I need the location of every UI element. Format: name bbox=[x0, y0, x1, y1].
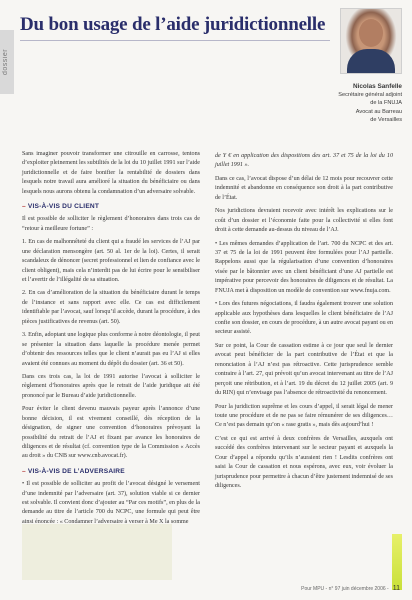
paragraph: Sur ce point, la Cour de cassation estime à ce jour que seul le dernier avocat peut bénéficier de la part contributive de l’État et que la renonciation à l’AJ n’est pas rétroactive. Cette jurisprudence semble contraire à l’art. 27, qui prévoit qu’un avocat intervenant au titre de l’AJ perçoit une rétribution, et à l’art. 19 du décret du 12 juillet 2005 (art. 9 du RIN) qui n’envisage pas l’absence de rétroactivité du renoncement. bbox=[215, 342, 393, 397]
paragraph: Dans ce cas, l’avocat dispose d’un délai de 12 mois pour recouvrer cette indemnité et abandonne en conséquence son droit à la part contributive de l’État. bbox=[215, 175, 393, 201]
author-role-2: de la FNUJA bbox=[370, 100, 402, 107]
side-tab-label: dossier bbox=[2, 48, 9, 76]
paragraph: Pour la juridiction suprême et les cours d’appel, il serait légal de mener toute une procédure et de ne pas se faire rémunérer de ses diligences… Ce n’est pas demain qu’on « rase gratis », mais dès aujourd’hui ! bbox=[215, 403, 393, 429]
paragraph: de Y € en application des dispositions des art. 37 et 75 de la loi du 10 juillet 1991 ». bbox=[215, 153, 393, 169]
author-photo bbox=[340, 8, 402, 74]
right-column bbox=[215, 152, 393, 495]
author-photo-body bbox=[347, 49, 395, 73]
page-number: 11 bbox=[392, 585, 400, 592]
page-footer bbox=[300, 585, 400, 592]
paragraph: Il est possible de solliciter le règlement d’honoraires dans trois cas de “retour à meilleure fortune” : bbox=[22, 216, 200, 232]
page-title: Du bon usage de l’aide juridictionnelle bbox=[20, 14, 326, 35]
section-heading-client: – VIS-À-VIS DU CLIENT bbox=[22, 203, 100, 211]
author-role-4: de Versailles bbox=[370, 116, 402, 123]
author-photo-face bbox=[359, 19, 383, 47]
title-divider bbox=[20, 40, 330, 41]
section-heading-client-text: VIS-À-VIS DU CLIENT bbox=[27, 203, 100, 211]
highlight-box bbox=[22, 524, 172, 580]
paragraph: 1. En cas de malhonnêteté du client qui a fraudé les services de l’AJ par une déclaration mensongère (art. 50 al. 1er de la loi). Certes, il serait scandaleux de dénoncer (secret professionnel et lien de confiance avec le client obligent), mais cela n’interdit pas de lui écrire pour le sensibiliser et l’avertir de l’illégalité de sa situation. bbox=[22, 239, 200, 284]
intro-paragraph: Sans imaginer pouvoir transformer une citrouille en carrosse, tentons d’exploiter pleinement les subtilités de la loi du 10 juillet 1991 sur l’aide juridictionnelle et de faire bonifier la rentabilité de dossiers dans lesquels notre travail aura amélioré la situation du bénéficiaire ou dans lesquels nous aurons obtenu la condamnation d’un adversaire solvable. bbox=[22, 151, 200, 195]
highlighter-mark bbox=[392, 534, 402, 590]
footer-journal: Pour MPU - n° 97 juin décembre 2006 - bbox=[301, 586, 389, 592]
paragraph: Pour éviter le client devenu mauvais payeur après l’annonce d’une bonne décision, il est vivement conseillé, dès réception de la désignation, de signer une convention d’honoraires prévoyant la possibilité du retrait de l’AJ et fixant par avance les honoraires de diligences et de résultat (cf. convention type de la Commission « Accès au droit » du CNB sur www.cnb.avocat.fr). bbox=[22, 406, 200, 460]
author-name: Nicolas Sanfelle bbox=[352, 83, 402, 90]
section-heading-adversaire: – VIS-À-VIS DE L’ADVERSAIRE bbox=[22, 467, 125, 475]
paragraph: 2. En cas d’amélioration de la situation du bénéficiaire durant le temps de l’instance et sans rapport avec elle. Ce cas est difficilement identifiable par l’avocat, sauf lorsqu’il accède, durant la procédure, à des pièces justificatives de revenus (art. 50). bbox=[22, 290, 200, 325]
author-role-3: Avocat au Barreau bbox=[355, 108, 402, 115]
paragraph: Nos juridictions devraient recevoir avec intérêt les explications sur le coût d’un dossier et l’économie faite pour la collectivité si elles font droit à cette demande au-dessus du niveau de l’AJ. bbox=[215, 208, 393, 234]
paragraph: • Lors des futures négociations, il faudra également trouver une solution applicable aux hypothèses dans lesquelles le client bénéficiaire de l’AJ confie son dossier, en cours de procédure, à un autre avocat payant ou en secteur assisté. bbox=[215, 301, 393, 336]
paragraph: Dans ces trois cas, la loi de 1991 autorise l’avocat à solliciter le règlement d’honoraires après que le retrait de l’aide juridique ait été prononcé par le Bureau d’aide juridictionnelle. bbox=[22, 373, 200, 399]
paragraph: • Il est possible de solliciter au profit de l’avocat désigné le versement d’une indemnité par l’adversaire (art. 37), solution viable si ce dernier est solvable. Il convient donc d’ajouter au “Par ces motifs”, en plus de la demande au titre de l’article 700 du NCPC, une formule qui peut être ainsi énoncée : « Condamner l’adversaire à verser à Me X la somme bbox=[22, 481, 200, 525]
paragraph: C’est ce qui est arrivé à deux confrères de Versailles, auxquels ont succédé des confrères intervenant sur le secteur payant et auxquels la Cour d’appel a répondu qu’ils n’auraient rien ! Lesdits confrères ont saisi la Cour de cassation et nous espérons, avec eux, voir évoluer la jurisprudence pour permettre à chacun d’être justement indemnisé de ses diligences. bbox=[215, 435, 393, 489]
left-column bbox=[22, 150, 200, 531]
author-role-1: Secrétaire général adjoint bbox=[338, 92, 402, 99]
paragraph: • Les mêmes demandes d’application de l’art. 700 du NCPC et des art. 37 et 75 de la loi de 1991 peuvent être formulées pour l’AJ partielle. Rappelons aussi que la régularisation d’une convention d’honoraires visée par le bâtonnier avec un client bénéficiant d’une AJ partielle est impérative pour percevoir des honoraires de diligences et de résultat. La FNUJA met à disposition un modèle de convention sur www.fnuja.com. bbox=[215, 240, 393, 294]
author-caption bbox=[290, 82, 402, 124]
paragraph: 3. Enfin, adoptant une logique plus conforme à notre déontologie, il peut se présenter la situation dans laquelle la procédure menée permet d’obtenir des ressources telles que le client n’aurait pas eu l’AJ si elles avaient été connues au moment du dépôt du dossier (art. 36 et 50). bbox=[22, 332, 200, 367]
section-heading-adversaire-text: VIS-À-VIS DE L’ADVERSAIRE bbox=[27, 467, 125, 475]
